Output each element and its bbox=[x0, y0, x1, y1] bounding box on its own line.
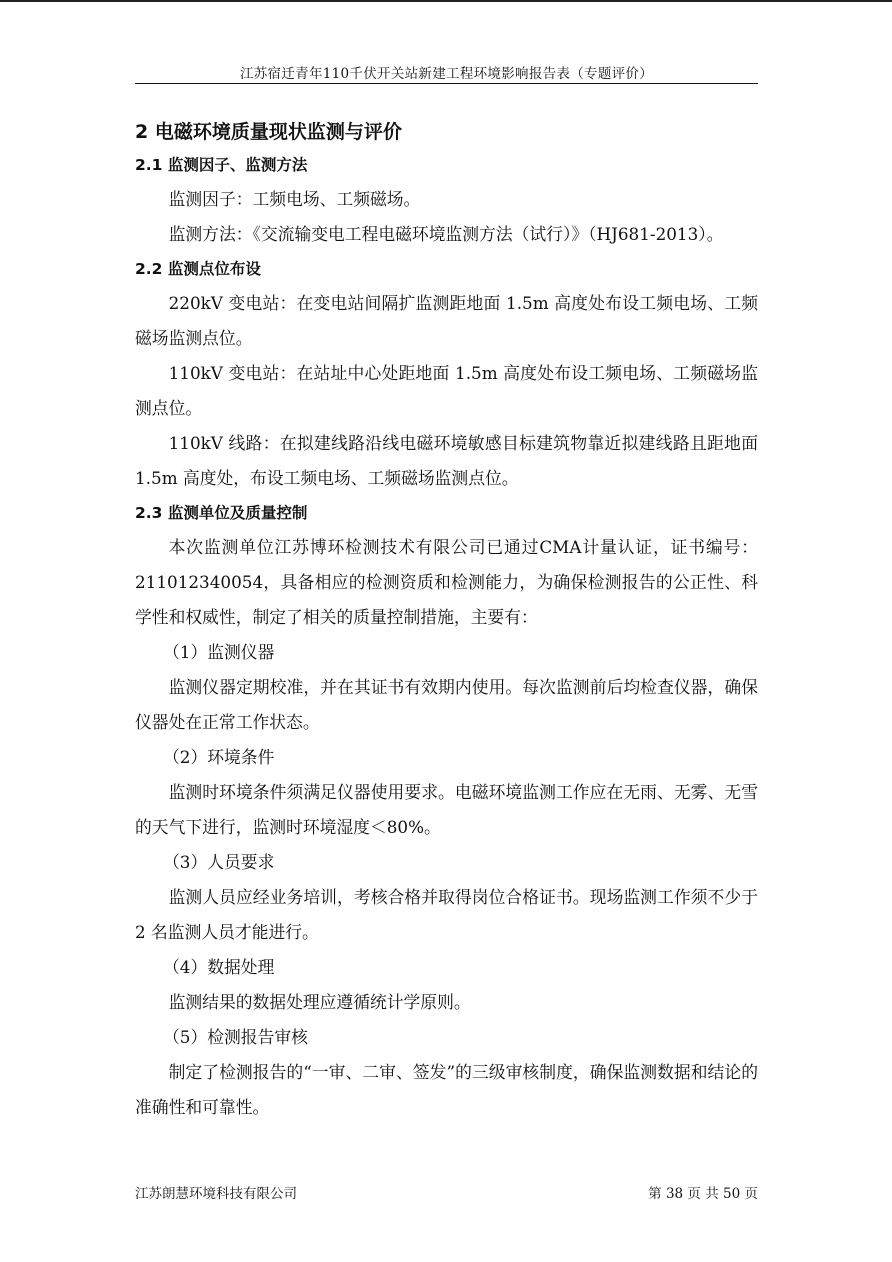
qc-item-text: 监测人员应经业务培训，考核合格并取得岗位合格证书。现场监测工作须不少于 2 名监测人员才能进行。 bbox=[135, 887, 758, 942]
subsection-2-2-heading: 2.2 监测点位布设 bbox=[135, 260, 261, 278]
qc-item-text: 监测结果的数据处理应遵循统计学原则。 bbox=[168, 992, 471, 1012]
qc-item-label: （2）环境条件 bbox=[163, 747, 275, 767]
qc-item-label: （3）人员要求 bbox=[163, 852, 275, 872]
top-border-line bbox=[0, 0, 892, 2]
qc-item-label: （5）检测报告审核 bbox=[163, 1027, 308, 1047]
point-layout-220kv: 220kV 变电站：在变电站间隔扩监测距地面 1.5m 高度处布设工频电场、工频磁场监测点位。 bbox=[135, 293, 758, 348]
monitoring-factors: 监测因子：工频电场、工频磁场。 bbox=[168, 189, 421, 209]
footer-company: 江苏朗慧环境科技有限公司 bbox=[135, 1186, 297, 1202]
header-divider bbox=[135, 83, 758, 84]
footer-page-number: 第 38 页 共 50 页 bbox=[648, 1186, 758, 1202]
qc-item-text: 监测仪器定期校准，并在其证书有效期内使用。每次监测前后均检查仪器，确保仪器处在正常工作状态。 bbox=[135, 677, 758, 732]
subsection-2-1-heading: 2.1 监测因子、监测方法 bbox=[135, 156, 308, 174]
qc-item-text: 监测时环境条件须满足仪器使用要求。电磁环境监测工作应在无雨、无雾、无雪的天气下进行，监测时环境湿度＜80%。 bbox=[135, 782, 758, 837]
document-body bbox=[135, 116, 758, 1125]
point-layout-110kv-substation: 110kV 变电站：在站址中心处距地面 1.5m 高度处布设工频电场、工频磁场监测点位。 bbox=[135, 363, 758, 418]
quality-control-intro: 本次监测单位江苏博环检测技术有限公司已通过CMA计量认证，证书编号：211012340054，具备相应的检测资质和检测能力，为确保检测报告的公正性、科学性和权威性，制定了相关的质量控制措施，主要有： bbox=[135, 537, 758, 627]
qc-item-text: 制定了检测报告的“一审、二审、签发”的三级审核制度，确保监测数据和结论的准确性和可靠性。 bbox=[135, 1062, 758, 1117]
qc-item-label: （1）监测仪器 bbox=[163, 642, 275, 662]
point-layout-110kv-line: 110kV 线路：在拟建线路沿线电磁环境敏感目标建筑物靠近拟建线路且距地面 1.5m 高度处，布设工频电场、工频磁场监测点位。 bbox=[135, 433, 758, 488]
section-title: 2 电磁环境质量现状监测与评价 bbox=[135, 121, 402, 143]
monitoring-method: 监测方法：《交流输变电工程电磁环境监测方法（试行）》（HJ681-2013）。 bbox=[168, 224, 724, 244]
subsection-2-3-heading: 2.3 监测单位及质量控制 bbox=[135, 504, 308, 522]
page-header: 江苏宿迁青年110千伏开关站新建工程环境影响报告表（专题评价） bbox=[239, 66, 654, 82]
qc-item-label: （4）数据处理 bbox=[163, 957, 275, 977]
